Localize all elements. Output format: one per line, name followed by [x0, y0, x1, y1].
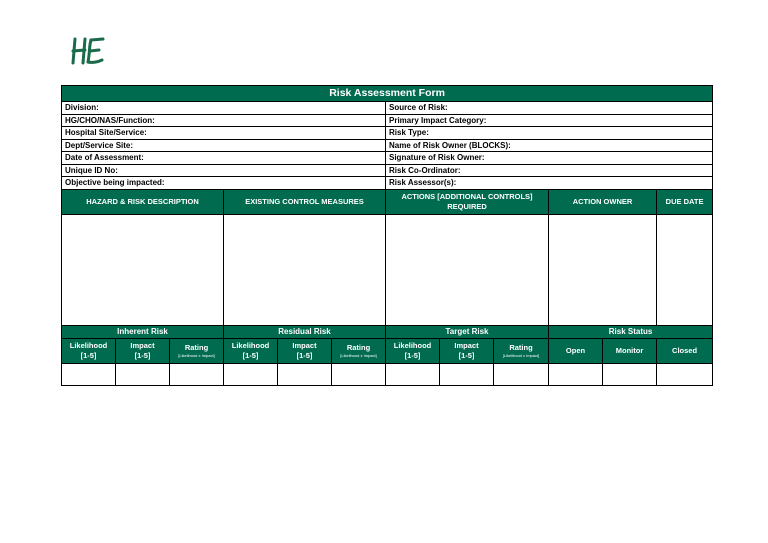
field-primary-impact-category[interactable]: Primary Impact Category: — [386, 114, 713, 127]
target-impact-header: Impact [1-5] — [440, 338, 494, 363]
header-actions-required: ACTIONS [ADDITIONAL CONTROLS] REQUIRED — [386, 189, 549, 214]
field-unique-id[interactable]: Unique ID No: — [62, 164, 386, 177]
header-due-date: DUE DATE — [657, 189, 713, 214]
field-objective[interactable]: Objective being impacted: — [62, 177, 386, 190]
header-existing-controls: EXISTING CONTROL MEASURES — [224, 189, 386, 214]
inherent-rating-header: Rating [Likelihood x Impact] — [170, 338, 224, 363]
group-risk-status: Risk Status — [549, 325, 713, 338]
residual-likelihood-header: Likelihood [1-5] — [224, 338, 278, 363]
target-rating-header: Rating [Likelihood x Impact] — [494, 338, 549, 363]
residual-rating-cell[interactable] — [332, 363, 386, 385]
field-risk-assessors[interactable]: Risk Assessor(s): — [386, 177, 713, 190]
residual-likelihood-cell[interactable] — [224, 363, 278, 385]
field-dept-site[interactable]: Dept/Service Site: — [62, 139, 386, 152]
form-title: Risk Assessment Form — [62, 86, 713, 102]
field-hospital-site[interactable]: Hospital Site/Service: — [62, 127, 386, 140]
action-owner-cell[interactable] — [549, 214, 657, 325]
residual-impact-cell[interactable] — [278, 363, 332, 385]
inherent-likelihood-cell[interactable] — [62, 363, 116, 385]
hazard-description-cell[interactable] — [62, 214, 224, 325]
status-closed-header: Closed — [657, 338, 713, 363]
field-risk-owner-name[interactable]: Name of Risk Owner (BLOCKS): — [386, 139, 713, 152]
field-function[interactable]: HG/CHO/NAS/Function: — [62, 114, 386, 127]
residual-impact-header: Impact [1-5] — [278, 338, 332, 363]
field-date-of-assessment[interactable]: Date of Assessment: — [62, 152, 386, 165]
target-rating-cell[interactable] — [494, 363, 549, 385]
status-open-header: Open — [549, 338, 603, 363]
due-date-cell[interactable] — [657, 214, 713, 325]
group-residual-risk: Residual Risk — [224, 325, 386, 338]
status-open-cell[interactable] — [549, 363, 603, 385]
target-likelihood-header: Likelihood [1-5] — [386, 338, 440, 363]
header-action-owner: ACTION OWNER — [549, 189, 657, 214]
inherent-likelihood-header: Likelihood [1-5] — [62, 338, 116, 363]
status-monitor-cell[interactable] — [603, 363, 657, 385]
field-risk-coordinator[interactable]: Risk Co-Ordinator: — [386, 164, 713, 177]
group-target-risk: Target Risk — [386, 325, 549, 338]
field-risk-type[interactable]: Risk Type: — [386, 127, 713, 140]
inherent-rating-cell[interactable] — [170, 363, 224, 385]
hse-logo — [68, 34, 108, 68]
group-inherent-risk: Inherent Risk — [62, 325, 224, 338]
field-division[interactable]: Division: — [62, 102, 386, 115]
risk-assessment-form — [61, 85, 712, 386]
actions-required-cell[interactable] — [386, 214, 549, 325]
status-monitor-header: Monitor — [603, 338, 657, 363]
status-closed-cell[interactable] — [657, 363, 713, 385]
existing-controls-cell[interactable] — [224, 214, 386, 325]
header-hazard-description: HAZARD & RISK DESCRIPTION — [62, 189, 224, 214]
field-source-of-risk[interactable]: Source of Risk: — [386, 102, 713, 115]
target-impact-cell[interactable] — [440, 363, 494, 385]
residual-rating-header: Rating [Likelihood x Impact] — [332, 338, 386, 363]
inherent-impact-header: Impact [1-5] — [116, 338, 170, 363]
inherent-impact-cell[interactable] — [116, 363, 170, 385]
target-likelihood-cell[interactable] — [386, 363, 440, 385]
field-risk-owner-signature[interactable]: Signature of Risk Owner: — [386, 152, 713, 165]
